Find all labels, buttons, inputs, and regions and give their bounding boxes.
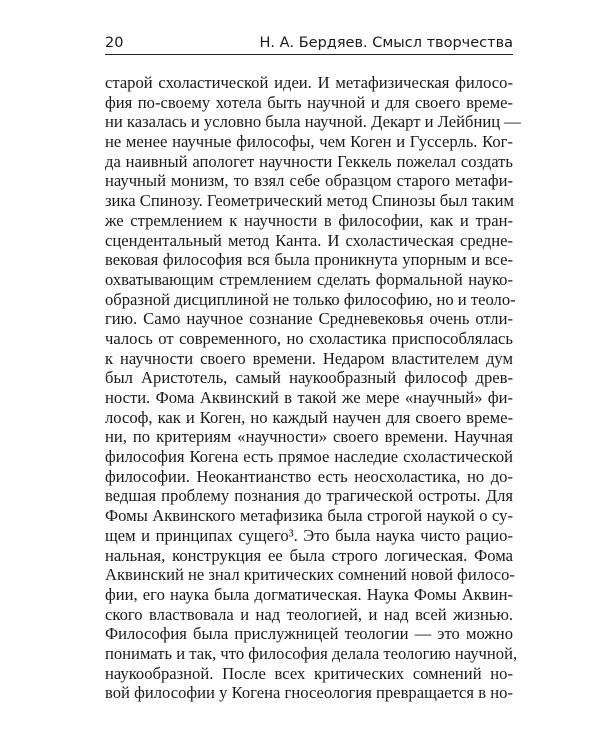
text-line: щем и принципах сущего³. Это была наука чисто рацио- bbox=[105, 525, 513, 545]
text-line: философии. Неокантианство есть неосхоластика, но до- bbox=[105, 466, 513, 486]
text-line: Аквинский не знал критических сомнений новой филосо- bbox=[105, 565, 515, 585]
text-line: философия Когена есть прямое наследие схоластической bbox=[105, 447, 513, 467]
text-line: зика Спинозу. Геометрический метод Спинозы был таким bbox=[105, 191, 514, 211]
text-line: гию. Само научное сознание Средневековья очень отли- bbox=[105, 309, 513, 329]
text-line: лософ, как и Коген, но каждый научен для своего време- bbox=[105, 407, 513, 427]
running-title: Н. А. Бердяев. Смысл творчества bbox=[259, 35, 513, 51]
text-line: наукообразной. После всех критических сомнений но- bbox=[105, 663, 513, 683]
text-line: охватывающим стремлением сделать формальной науко- bbox=[105, 269, 513, 289]
text-line: был Аристотель, самый наукообразный философ древ- bbox=[105, 368, 513, 388]
text-line: ведшая проблему познания до трагической остроты. Для bbox=[105, 486, 513, 506]
text-line: старой схоластической идеи. И метафизическая филосо- bbox=[105, 73, 513, 92]
page-number: 20 bbox=[105, 35, 124, 51]
text-line: Фомы Аквинского метафизика была строгой наукой о су- bbox=[105, 506, 513, 526]
text-line: научный монизм, то взял себе образцом старого метафи- bbox=[105, 171, 513, 191]
body-text bbox=[105, 73, 521, 703]
text-line: вой философии у Когена гносеология превращается в но- bbox=[105, 683, 513, 703]
text-line: фии, его наука была догматическая. Наука Фомы Аквин- bbox=[105, 584, 513, 604]
text-line: ни казалась и условно была научной. Декарт и Лейбниц — bbox=[105, 112, 521, 132]
text-line: вековая философия вся была проникнута упорным и все- bbox=[105, 250, 513, 270]
text-line: нальная, конструкция ее была строго логическая. Фома bbox=[105, 545, 513, 565]
text-line: ского властвовала и над теологией, и над всей жизнью. bbox=[105, 604, 513, 624]
running-header bbox=[105, 34, 513, 55]
text-line: сцендентальный метод Канта. И схоластическая средне- bbox=[105, 230, 513, 250]
text-line: понимать и так, что философия делала теологию научной, bbox=[105, 643, 518, 663]
text-line: образной дисциплиной не только философию, но и теоло- bbox=[105, 289, 516, 309]
text-line: же стремлением к научности в философии, как и тран- bbox=[105, 210, 513, 230]
text-line: к научности своего времени. Недаром властителем дум bbox=[105, 348, 513, 368]
text-line: не менее научные философы, чем Коген и Гуссерль. Ког- bbox=[105, 132, 513, 152]
text-line: фия по-своему хотела быть научной и для своего време- bbox=[105, 92, 513, 112]
text-line: ни, по критериям «научности» своего времени. Научная bbox=[105, 427, 513, 447]
text-line: ности. Фома Аквинский в такой же мере «научный» фи- bbox=[105, 388, 513, 407]
text-line: да наивный апологет научности Геккель пожелал создать bbox=[105, 151, 513, 171]
text-line: Философия была прислужницей теологии — это можно bbox=[105, 624, 513, 644]
text-line: чалось от современного, но схоластика приспособлялась bbox=[105, 328, 513, 348]
